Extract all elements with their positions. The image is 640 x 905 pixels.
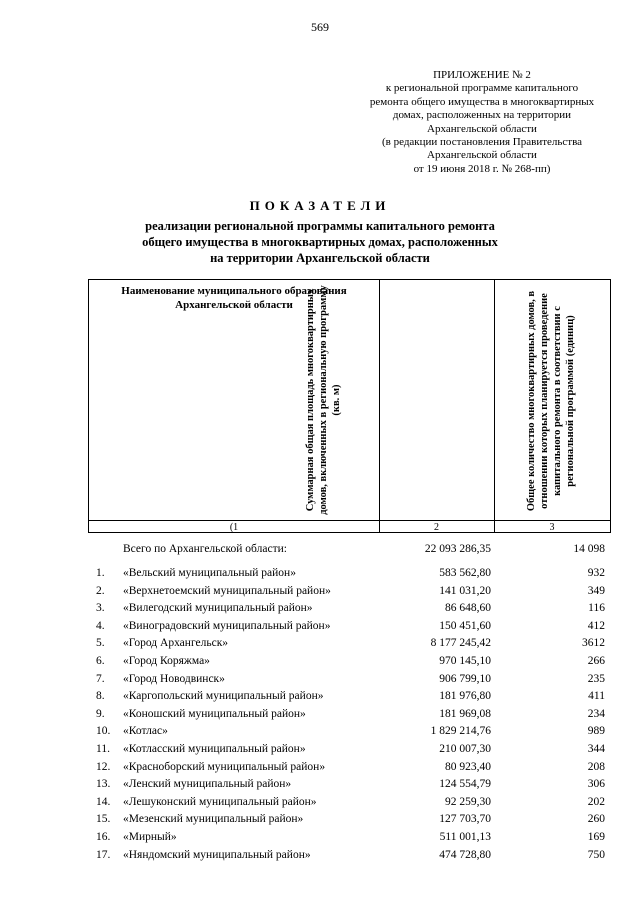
header-number-1: (1 <box>229 522 239 533</box>
table-row <box>88 743 611 761</box>
header-municipality: Наименование муниципального образования Архангельской области <box>121 285 347 311</box>
table-row <box>88 813 611 831</box>
row-count: 932 <box>587 567 605 579</box>
row-count: 202 <box>587 795 605 808</box>
row-area: 124 554,79 <box>439 778 491 791</box>
total-row <box>88 543 611 559</box>
header-number-2: 2 <box>434 522 439 533</box>
row-name: «Мирный» <box>123 830 177 843</box>
row-name: «Котлас» <box>123 725 168 738</box>
row-area: 8 177 245,42 <box>430 637 491 650</box>
table-row <box>88 637 611 655</box>
row-name: «Город Новодвинск» <box>123 672 225 685</box>
row-area: 181 976,80 <box>439 690 491 703</box>
row-number: 7. <box>96 672 105 685</box>
row-count: 989 <box>587 725 605 738</box>
row-count: 412 <box>587 619 605 632</box>
header-total-area: Суммарная общая площадь многоквартирных домов, включенных в региональную программу (кв. м) <box>305 285 342 515</box>
row-number: 2. <box>96 584 105 597</box>
appendix-line: к региональной программе капитального <box>385 82 579 95</box>
row-name: «Няндомский муниципальный район» <box>123 848 311 861</box>
row-area: 92 259,30 <box>445 795 491 808</box>
column-divider <box>379 280 380 532</box>
column-divider <box>494 280 495 532</box>
table-row <box>88 585 611 603</box>
document-title <box>0 198 640 266</box>
row-number: 14. <box>96 795 111 808</box>
header-number-3: 3 <box>549 522 555 533</box>
row-area: 127 703,70 <box>439 813 491 826</box>
total-label: Всего по Архангельской области: <box>123 543 287 555</box>
row-name: «Верхнетоемский муниципальный район» <box>123 584 331 597</box>
row-count: 235 <box>587 672 605 685</box>
appendix-line: (в редакции постановления Правительства <box>381 136 583 149</box>
row-name: «Ленский муниципальный район» <box>123 778 292 791</box>
table-row <box>88 778 611 796</box>
row-count: 266 <box>587 654 605 667</box>
row-area: 906 799,10 <box>439 672 491 685</box>
table-row <box>88 725 611 743</box>
row-name: «Коношский муниципальный район» <box>123 707 306 720</box>
row-name: «Каргопольский муниципальный район» <box>123 690 324 703</box>
row-count: 750 <box>587 848 605 861</box>
title-subtitle <box>0 218 640 266</box>
row-count: 344 <box>587 742 605 755</box>
row-count: 349 <box>587 584 605 597</box>
table-row <box>88 708 611 726</box>
row-number: 13. <box>96 778 111 791</box>
title-line: общего имущества в многоквартирных домах, расположенных <box>142 235 498 249</box>
row-number: 8. <box>96 690 105 703</box>
row-number: 16. <box>96 830 111 843</box>
row-count: 306 <box>587 778 605 791</box>
row-area: 150 451,60 <box>439 619 491 632</box>
row-name: «Котласский муниципальный район» <box>123 742 306 755</box>
total-count: 14 098 <box>573 543 605 555</box>
row-name: «Лешуконский муниципальный район» <box>123 795 317 808</box>
row-count: 260 <box>587 813 605 826</box>
appendix-block <box>322 69 640 176</box>
table-header <box>88 279 611 533</box>
total-area: 22 093 286,35 <box>424 543 491 555</box>
row-number: 12. <box>96 760 111 773</box>
title-heading: ПОКАЗАТЕЛИ <box>249 198 391 213</box>
row-area: 141 031,20 <box>439 584 491 597</box>
row-count: 169 <box>587 830 605 843</box>
row-number: 17. <box>96 848 111 861</box>
row-area: 210 007,30 <box>439 742 491 755</box>
appendix-line: ПРИЛОЖЕНИЕ № 2 <box>433 69 531 81</box>
page-number: 569 <box>311 20 329 34</box>
row-name: «Красноборский муниципальный район» <box>123 760 326 773</box>
header-house-count: Общее количество многоквартирных домов, в отношении которых планируется проведение капитального ремонта в соответствии с региональной программой (единиц) <box>526 290 576 512</box>
row-count: 234 <box>587 707 605 720</box>
row-area: 970 145,10 <box>439 654 491 667</box>
appendix-line: Архангельской области <box>427 122 537 135</box>
row-number: 11. <box>96 742 110 755</box>
table-row <box>88 602 611 620</box>
table-row <box>88 690 611 708</box>
row-name: «Мезенский муниципальный район» <box>123 813 304 826</box>
row-count: 3612 <box>582 637 605 650</box>
table-row <box>88 673 611 691</box>
appendix-line: ремонта общего имущества в многоквартирных <box>369 95 595 108</box>
row-area: 1 829 214,76 <box>430 725 491 738</box>
row-name: «Город Коряжма» <box>123 654 210 667</box>
row-number: 1. <box>96 567 105 579</box>
appendix-line: Архангельской области <box>427 149 537 162</box>
row-area: 583 562,80 <box>439 567 491 579</box>
row-name: «Виноградовский муниципальный район» <box>123 619 331 632</box>
row-number: 10. <box>96 725 111 738</box>
title-line: на территории Архангельской области <box>210 251 430 265</box>
row-count: 208 <box>587 760 605 773</box>
row-area: 86 648,60 <box>445 602 491 615</box>
table-row <box>88 567 611 585</box>
row-area: 474 728,80 <box>439 848 491 861</box>
row-number: 15. <box>96 813 111 826</box>
header-number-divider <box>89 520 610 521</box>
row-area: 80 923,40 <box>445 760 491 773</box>
table-row <box>88 849 611 867</box>
row-number: 4. <box>96 619 105 632</box>
row-number: 5. <box>96 637 105 650</box>
row-number: 3. <box>96 602 105 615</box>
table-body <box>88 567 611 866</box>
row-count: 116 <box>588 602 605 615</box>
row-name: «Вельский муниципальный район» <box>123 567 296 579</box>
row-number: 6. <box>96 654 105 667</box>
row-name: «Город Архангельск» <box>123 637 229 650</box>
title-line: реализации региональной программы капитального ремонта <box>145 219 495 233</box>
table-row <box>88 831 611 849</box>
row-number: 9. <box>96 707 105 720</box>
table-row <box>88 655 611 673</box>
row-area: 511 001,13 <box>439 830 491 843</box>
row-area: 181 969,08 <box>439 707 491 720</box>
appendix-line: домах, расположенных на территории <box>392 109 572 122</box>
row-count: 411 <box>588 690 605 703</box>
table-row <box>88 761 611 779</box>
row-name: «Вилегодский муниципальный район» <box>123 602 313 615</box>
appendix-line: от 19 июня 2018 г. № 268-пп) <box>413 162 551 175</box>
table-row <box>88 620 611 638</box>
table-row <box>88 796 611 814</box>
